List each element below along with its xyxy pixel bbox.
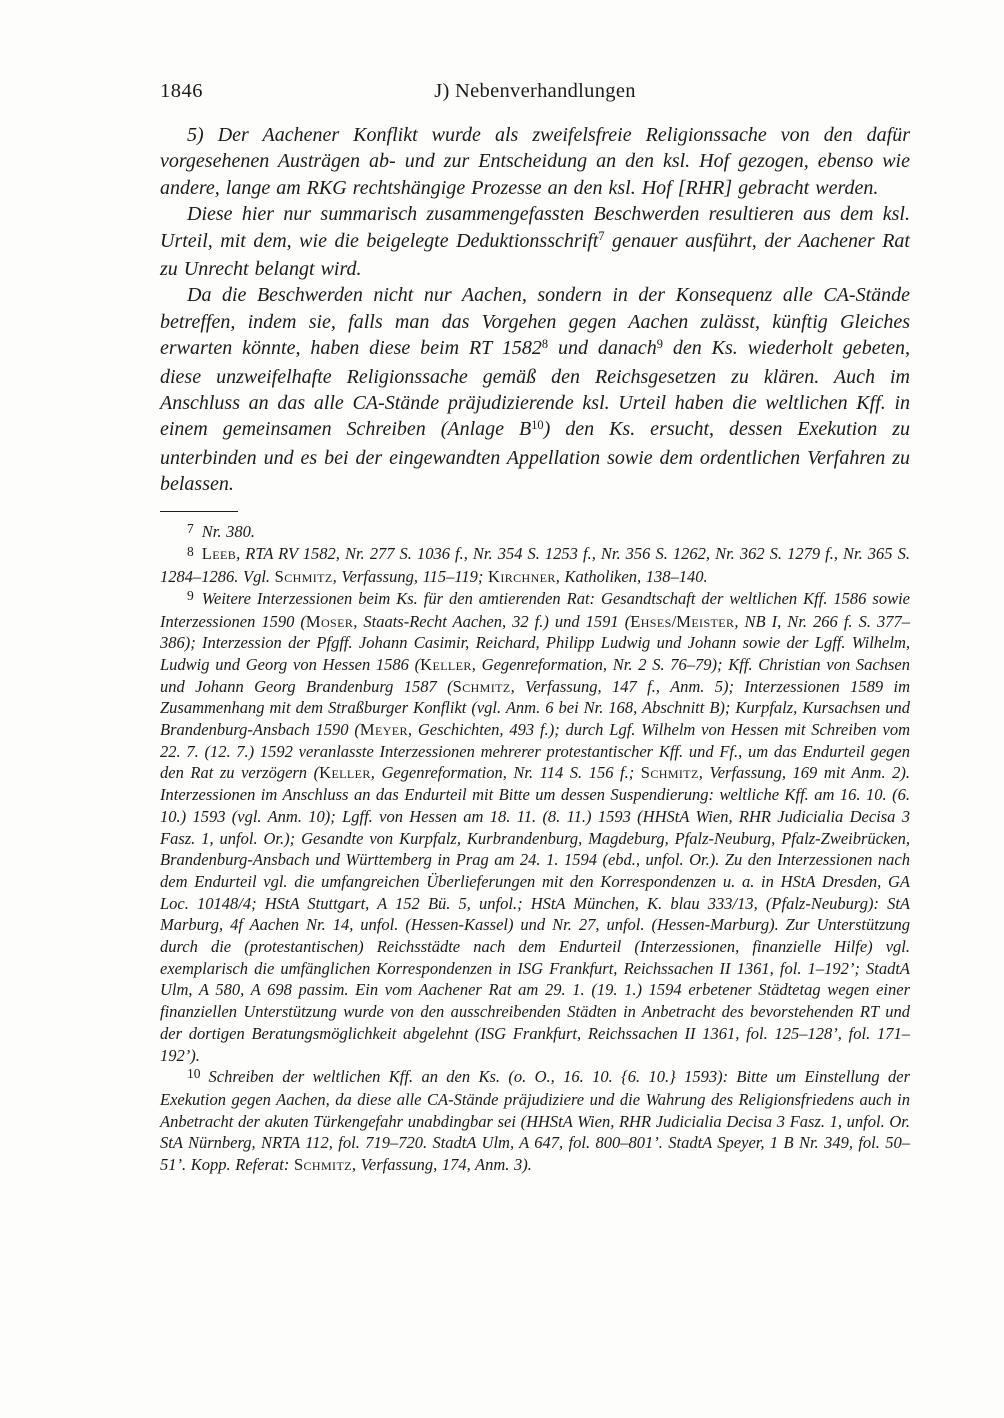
footnote-8	[160, 543, 910, 587]
text-column	[160, 80, 910, 1176]
footnote-marker: 9	[187, 588, 194, 604]
text-segment: , Gegenreformation, Nr. 2 S. 76–79); Kff. Christian von Sachsen und Johann Georg Brandenburg 1587 (	[160, 654, 910, 696]
body-paragraph-2	[160, 201, 910, 282]
body-paragraph-3	[160, 282, 910, 497]
author-smallcaps: Ehses	[630, 611, 672, 631]
author-smallcaps: Schmitz	[293, 1155, 352, 1175]
text-segment: , Geschichten, 493 f.); durch Lgf. Wilhelm von Hessen mit Schreiben vom 22. 7. (12. 7.) 1592 veranlasste Interzessionen mehrerer protestantischer Kff. und Ff., um das Endurteil gegen den Rat zu verzögern (	[160, 720, 910, 783]
text-segment: Weitere Interzessionen beim Ks. für den amtierenden Rat: Gesandtschaft der weltlichen Kff. 1586 sowie Interzessionen 1590 (	[160, 588, 910, 631]
text-segment: Diese hier nur summarisch zusammengefassten Beschwerden resultieren aus dem ksl. Urteil, mit dem, wie die beigelegte Deduktionsschrift	[160, 203, 910, 252]
text-segment: Schreiben der weltlichen Kff. an den Ks. (o. O., 16. 10. {6. 10.} 1593): Bitte um Einstellung der Exekution gegen Aachen, da diese alle CA-Stände präjudiziere und die Wahrung des Religionsfriedens auch in Anbetracht der akuten Türkengefahr unabdingbar sei (HHStA Wien, RHR Judicialia Decisa 3 Fasz. 1, unfol. Or. StA Nürnberg, NRTA 112, fol. 719–720. StadtA Ulm, A 647, fol. 800–801’. StadtA Speyer, 1 B Nr. 349, fol. 50–51’. Kopp. Referat:	[160, 1067, 910, 1175]
footnote-7	[160, 521, 910, 544]
footnote-reference: 8	[541, 337, 549, 352]
author-smallcaps: Schmitz	[640, 763, 699, 783]
page-header	[160, 80, 910, 110]
text-segment: genauer ausführt, der Aachener Rat zu Unrecht belangt wird.	[160, 229, 910, 281]
author-smallcaps: Schmitz	[452, 676, 511, 696]
body-text	[160, 122, 910, 498]
footnote-marker: 8	[187, 543, 194, 559]
author-smallcaps: Moser	[305, 611, 354, 631]
footnote-reference: 10	[531, 418, 544, 433]
text-segment: Nr. 380.	[201, 521, 255, 541]
footnote-marker: 7	[187, 520, 194, 536]
footnote-reference: 9	[656, 337, 663, 352]
footnotes-section	[160, 521, 910, 1176]
footnote-marker: 10	[187, 1066, 201, 1082]
footnote-reference: 7	[598, 229, 605, 244]
text-segment: und danach	[548, 337, 657, 360]
footnote-10	[160, 1066, 910, 1176]
text-segment: , Verfassung, 174, Anm. 3).	[351, 1155, 532, 1175]
text-segment: , RTA RV 1582, Nr. 277 S. 1036 f., Nr. 354 S. 1253 f., Nr. 356 S. 1262, Nr. 362 S. 1279 f., Nr. 365 S. 1284–1286. Vgl.	[160, 544, 910, 587]
author-smallcaps: Leeb	[201, 544, 237, 564]
text-segment: , NB I, Nr. 266 f. S. 377–386); Interzession der Pfgff. Johann Casimir, Reichard, Philipp Ludwig und Johann sowie der Lgff. Wilhelm, Ludwig und Georg von Hessen 1586 (	[160, 611, 910, 674]
running-title: J) Nebenverhandlungen	[434, 80, 636, 102]
text-segment: , Verfassung, 147 f., Anm. 5); Interzessionen 1589 im Zusammenhang mit dem Straßburger Konflikt (vgl. Anm. 6 bei Nr. 168, Abschnitt B); Kurpfalz, Kursachsen und Brandenburg-Ansbach 1590 (	[160, 676, 910, 740]
text-segment: , Verfassung, 115–119;	[332, 567, 488, 587]
text-segment: Da die Beschwerden nicht nur Aachen, sondern in der Konsequenz alle CA-Stände betreffen, indem sie, falls man das Vorgehen gegen Aachen zulässt, künftig Gleiches erwarten könnte, haben diese beim RT 1582	[160, 284, 910, 360]
body-paragraph-1	[160, 122, 910, 201]
text-segment: , Katholiken, 138–140.	[555, 567, 708, 587]
text-segment: den Ks. wiederholt gebeten, diese unzweifelhafte Religionssache gemäß den Reichsgesetzen zu klären. Auch im Anschluss an das alle CA-Stände präjudizierende ksl. Urteil haben die weltlichen Kff. in einem gemeinsamen Schreiben (Anlage B	[160, 337, 910, 441]
author-smallcaps: Meyer	[359, 720, 408, 740]
footnote-9	[160, 588, 910, 1066]
footnote-separator-rule	[160, 511, 238, 512]
author-smallcaps: Schmitz	[274, 567, 333, 587]
page-number: 1846	[160, 80, 203, 102]
text-segment: , Staats-Recht Aachen, 32 f.) und 1591 (	[353, 611, 631, 631]
text-segment: ) den Ks. ersucht, dessen Exekution zu unterbinden und es bei der eingewandten Appellation sowie dem ordentlichen Verfahren zu belassen.	[160, 418, 910, 496]
text-segment: 5) Der Aachener Konflikt wurde als zweifelsfreie Religionssache von den dafür vorgesehenen Austrägen ab- und zur Entscheidung an den ksl. Hof gezogen, ebenso wie andere, lange am RKG rechtshängige Prozesse an den ksl. Hof [RHR] gebracht werden.	[160, 124, 910, 199]
text-segment: , Gegenreformation, Nr. 114 S. 156 f.;	[370, 763, 641, 783]
author-smallcaps: Kirchner	[488, 567, 556, 587]
text-segment: /	[671, 611, 677, 631]
author-smallcaps: Keller	[319, 763, 371, 783]
text-segment: , Verfassung, 169 mit Anm. 2). Interzessionen im Anschluss an das Endurteil mit Bitte um dessen Suspendierung: weltliche Kff. am 16. 10. (6. 10.) 1593 (vgl. Anm. 10); Lgff. von Hessen am 18. 11. (8. 11.) 1593 (HHStA Wien, RHR Judicialia Decisa 3 Fasz. 1, unfol. Or.); Gesandte von Kurpfalz, Kurbrandenburg, Magdeburg, Pfalz-Neuburg, Pfalz-Zweibrücken, Brandenburg-Ansbach und Württemberg in Prag am 24. 1. 1594 (ebd., unfol. Or.). Zu den Interzessionen nach dem Endurteil vgl. die umfangreichen Überlieferungen mit den Korrespondenzen u. a. in HStA Dresden, GA Loc. 10148/4; HStA Stuttgart, A 152 Bü. 5, unfol.; HStA München, K. blau 333/13, (Pfalz-Neuburg): StA Marburg, 4f Aachen Nr. 14, unfol. (Hessen-Kassel) und Nr. 27, unfol. (Hessen-Marburg). Zur Unterstützung durch die (protestantischen) Reichsstädte nach dem Endurteil (Interzessionen, finanzielle Hilfe) vgl. exemplarisch die umfänglichen Korrespondenzen in ISG Frankfurt, Reichssachen II 1361, fol. 1–192’; StadtA Ulm, A 580, A 698 passim. Ein vom Aachener Rat am 29. 1. (19. 1.) 1594 erbetener Städtetag wegen einer finanziellen Unterstützung wurde von den ausschreibenden Städten in Anbetracht des bevorstehenden RT und der dortigen Beratungsmöglichkeit abgelehnt (ISG Frankfurt, Reichssachen II 1361, fol. 125–128’, fol. 171–192’).	[160, 763, 910, 1065]
author-smallcaps: Keller	[420, 654, 472, 674]
author-smallcaps: Meister	[676, 611, 735, 631]
